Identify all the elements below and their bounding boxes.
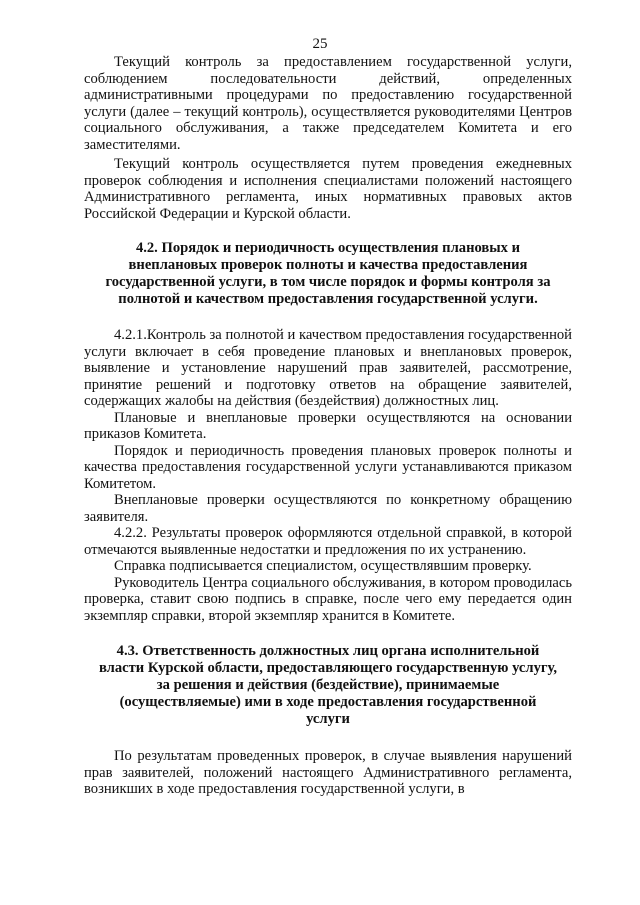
page-number: 25 (312, 36, 328, 52)
page-content (84, 54, 572, 798)
section-heading-4-3: 4.3. Ответственность должностных лиц органа исполнительной власти Курской области, предоставляющего государственную услугу, за решения и действия (бездействие), принимаемые (осуществляемые) ими в ходе предоставления государственной услуги (98, 643, 558, 727)
paragraph-center-head: Руководитель Центра социального обслуживания, в котором проводилась проверка, ставит свою подпись в справке, после чего ему передается один экземпляр справки, второй экземпляр хранится в Комитете. (84, 574, 572, 624)
paragraph-current-control: Текущий контроль за предоставлением государственной услуги, соблюдением последовательности действий, определенных административными процедурами по предоставлению государственной услуги (далее – текущий контроль), осуществляется руководителями Центров социального обслуживания, а также председателем Комитета и его заместителями. (84, 54, 572, 153)
paragraph-inspection-basis: Плановые и внеплановые проверки осуществляются на основании приказов Комитета. (84, 409, 572, 442)
paragraph-unscheduled-inspections: Внеплановые проверки осуществляются по конкретному обращению заявителя. (84, 492, 572, 525)
paragraph-report-signing: Справка подписывается специалистом, осуществлявшим проверку. (114, 558, 532, 574)
paragraph-inspection-order: Порядок и периодичность проведения плановых проверок полноты и качества предоставления государственной услуги устанавливаются приказом Комитетом. (84, 442, 572, 492)
paragraph-4-2-1: 4.2.1.Контроль за полнотой и качеством предоставления государственной услуги включает в себя проведение плановых и внеплановых проверок, выявление и установление нарушений прав заявителей, рассмотрение, принятие решений и подготовку ответов на обращение заявителей, содержащих жалобы на действия (бездействия) должностных лиц. (84, 327, 572, 409)
paragraph-daily-checks: Текущий контроль осуществляется путем проведения ежедневных проверок соблюдения и исполнения специалистами положений настоящего Административного регламента, иных нормативных правовых актов Российской Федерации и Курской области. (84, 156, 572, 222)
paragraph-4-2-2: 4.2.2. Результаты проверок оформляются отдельной справкой, в которой отмечаются выявленные недостатки и предложения по их устранению. (84, 525, 572, 558)
paragraph-inspection-results: По результатам проведенных проверок, в случае выявления нарушений прав заявителей, положений настоящего Административного регламента, возникших в ходе предоставления государственной услуги, в (84, 748, 572, 797)
section-heading-4-2: 4.2. Порядок и периодичность осуществления плановых и внеплановых проверок полноты и качества предоставления государственной услуги, в том числе порядок и формы контроля за полнотой и качеством предоставления государственной услуги. (105, 240, 551, 307)
